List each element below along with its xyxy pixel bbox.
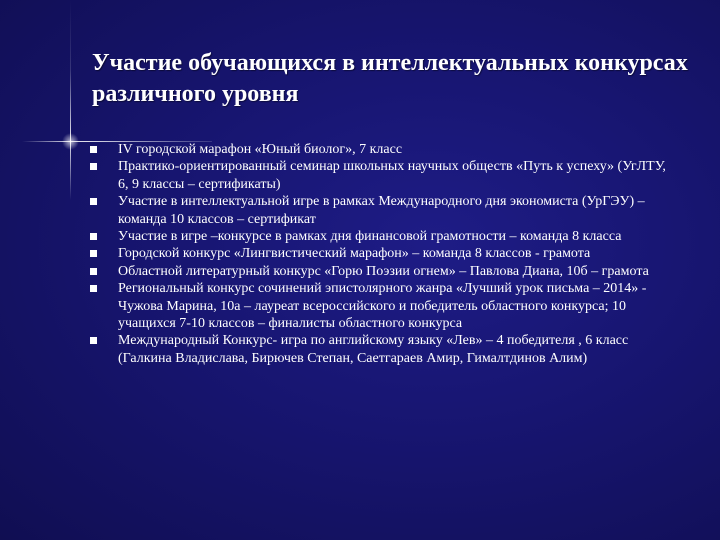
list-item-text: Участие в интеллектуальной игре в рамках Международного дня экономиста (УрГЭУ) – команда 10 классов – сертификат	[118, 194, 645, 227]
list-item	[88, 245, 672, 262]
list-item	[88, 263, 672, 280]
list-item-text: Практико-ориентированный семинар школьных научных обществ «Путь к успеху» (УгЛТУ, 6, 9 классы – сертификаты)	[118, 159, 666, 192]
square-bullet-icon	[90, 268, 97, 275]
square-bullet-icon	[90, 285, 97, 292]
square-bullet-icon	[90, 233, 97, 240]
slide-title: Участие обучающихся в интеллектуальных конкурсах различного уровня	[92, 50, 688, 107]
decorative-vertical-line	[70, 0, 71, 200]
list-item	[88, 158, 672, 193]
square-bullet-icon	[90, 337, 97, 344]
list-item-text: IV городской марафон «Юный биолог», 7 класс	[118, 142, 403, 157]
list-item-text: Международный Конкурс- игра по английскому языку «Лев» – 4 победителя , 6 класс (Галкина Владислава, Бирючев Степан, Саетгараев Амир, Гималтдинов Алим)	[118, 333, 629, 366]
list-item	[88, 141, 672, 158]
square-bullet-icon	[90, 146, 97, 153]
square-bullet-icon	[90, 198, 97, 205]
list-item	[88, 228, 672, 245]
list-item-text: Участие в игре –конкурсе в рамках дня финансовой грамотности – команда 8 класса	[118, 229, 622, 245]
square-bullet-icon	[90, 163, 97, 170]
list-item-text: Городской конкурс «Лингвистический марафон» – команда 8 классов - грамота	[118, 246, 591, 262]
list-item-text: Региональный конкурс сочинений эпистолярного жанра «Лучший урок письма – 2014» - Чужова Марина, 10а – лауреат всероссийского и победитель областного конкурса; 10 учащихся 7-10 классов – финалисты областного конкурса	[118, 281, 647, 332]
list-item	[88, 332, 672, 367]
square-bullet-icon	[90, 250, 97, 257]
list-item	[88, 193, 672, 228]
list-item-text: Областной литературный конкурс «Горю Поэзии огнем» – Павлова Диана, 10б – грамота	[118, 263, 649, 279]
list-item	[88, 280, 672, 332]
decorative-star-glow	[62, 133, 79, 150]
achievements-list	[88, 141, 672, 367]
